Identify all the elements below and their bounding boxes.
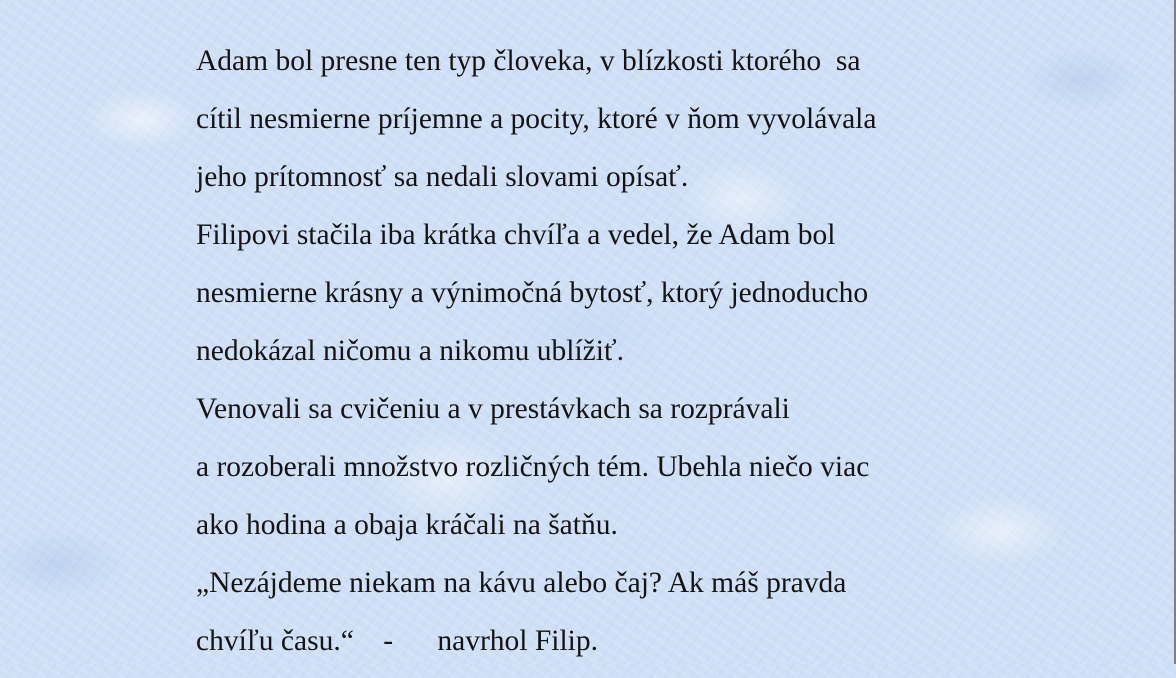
text-line: Filipovi stačila iba krátka chvíľa a vedel, že Adam bol [196,219,836,251]
text-line: Venovali sa cvičeniu a v prestávkach sa rozprávali [196,393,790,425]
text-line: nesmierne krásny a výnimočná bytosť, ktorý jednoducho [196,277,869,309]
text-line: ako hodina a obaja kráčali na šatňu. [196,509,618,541]
text-line: „Nezájdeme niekam na kávu alebo čaj? Ak máš pravda [196,567,847,599]
text-line: cítil nesmierne príjemne a pocity, ktoré v ňom vyvolávala [196,103,877,135]
text-line: nedokázal ničomu a nikomu ublížiť. [196,335,624,367]
text-line: jeho prítomnosť sa nedali slovami opísať. [196,161,689,193]
text-line: a rozoberali množstvo rozličných tém. Ubehla niečo viac [196,451,870,483]
text-line: chvíľu času.“ - navrhol Filip. [196,625,598,657]
document-text [196,40,1156,678]
text-line: Adam bol presne ten typ človeka, v blízkosti ktorého sa [196,45,861,77]
